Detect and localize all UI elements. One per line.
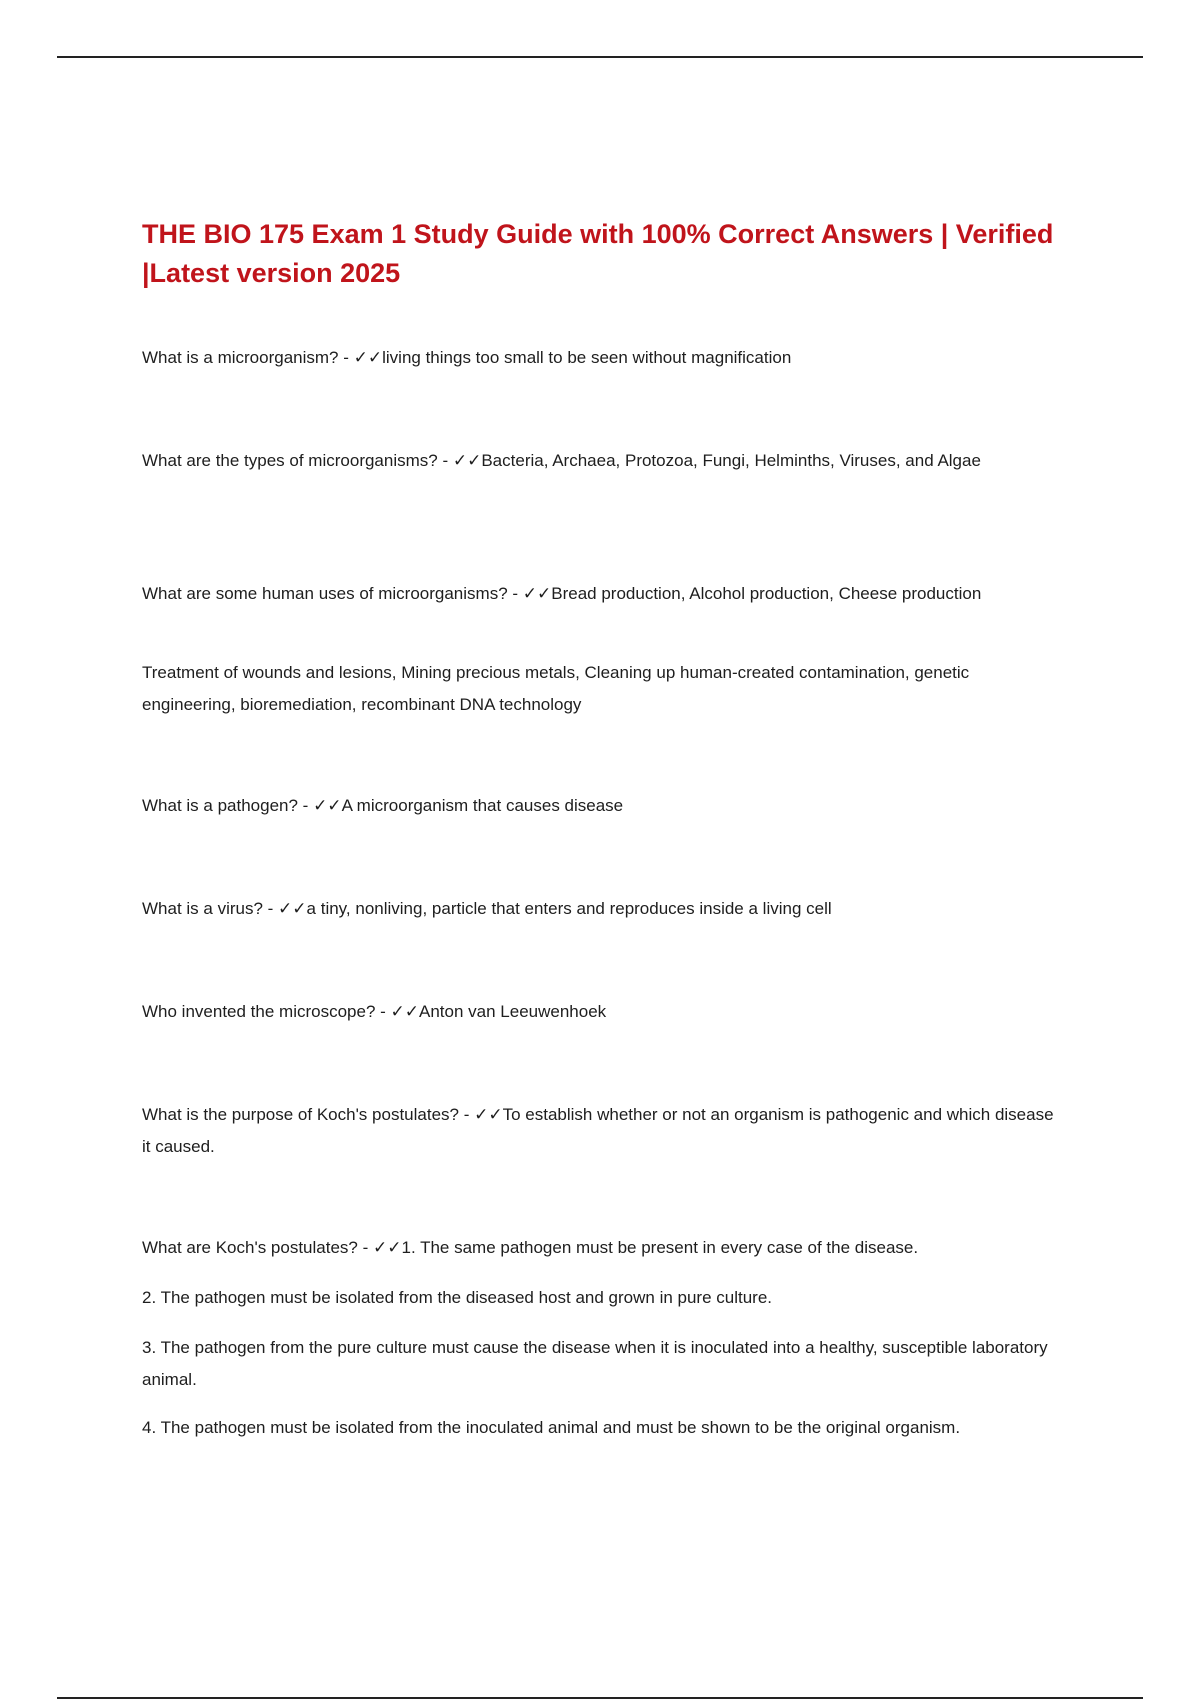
separator: -	[437, 451, 453, 470]
answer-continuation: Treatment of wounds and lesions, Mining precious metals, Cleaning up human-created contamination, genetic engineering, bioremediation, recombinant DNA technology	[142, 663, 970, 714]
question-text: What are Koch's postulates?	[142, 1238, 358, 1257]
qa-item-microorganism	[142, 342, 1062, 374]
postulate-item: 3. The pathogen from the pure culture must cause the disease when it is inoculated into a healthy, susceptible laboratory animal.	[142, 1338, 1048, 1389]
check-icon: ✓✓	[390, 1002, 420, 1021]
bottom-rule	[57, 1697, 1143, 1699]
top-rule	[57, 56, 1143, 58]
answer-text: A microorganism that causes disease	[341, 796, 624, 815]
separator: -	[262, 899, 279, 918]
answer-text: Anton van Leeuwenhoek	[419, 1002, 607, 1021]
check-icon: ✓✓	[353, 348, 383, 367]
separator: -	[338, 348, 354, 367]
separator: -	[297, 796, 314, 815]
answer-text: Bacteria, Archaea, Protozoa, Fungi, Helminths, Viruses, and Algae	[481, 451, 981, 470]
question-text: What is a virus?	[142, 899, 263, 918]
qa-item-koch-purpose	[142, 1099, 1062, 1163]
answer-text: a tiny, nonliving, particle that enters and reproduces inside a living cell	[306, 899, 832, 918]
qa-item-human-uses	[142, 578, 1062, 610]
separator: -	[357, 1238, 373, 1257]
check-icon: ✓✓	[278, 899, 307, 918]
question-text: What is a microorganism?	[142, 348, 339, 367]
question-text: Who invented the microscope?	[142, 1002, 376, 1021]
answer-text: To establish whether or not an organism is pathogenic and which disease it caused.	[142, 1105, 1054, 1156]
question-text: What is a pathogen?	[142, 796, 298, 815]
separator: -	[375, 1002, 391, 1021]
check-icon: ✓✓	[313, 796, 342, 815]
question-text: What are some human uses of microorganisms?	[142, 584, 508, 603]
qa-item-koch-postulates	[142, 1232, 1062, 1264]
qa-item-pathogen	[142, 790, 1062, 822]
check-icon: ✓✓	[372, 1238, 402, 1257]
separator: -	[458, 1105, 475, 1124]
check-icon: ✓✓	[452, 451, 482, 470]
separator: -	[507, 584, 523, 603]
qa-item-microscope	[142, 996, 1062, 1028]
answer-text: living things too small to be seen without magnification	[382, 348, 792, 367]
answer-text: 1. The same pathogen must be present in every case of the disease.	[401, 1238, 919, 1257]
qa-item-virus	[142, 893, 1062, 925]
postulate-item: 4. The pathogen must be isolated from the inoculated animal and must be shown to be the original organism.	[142, 1418, 961, 1437]
question-text: What are the types of microorganisms?	[142, 451, 438, 470]
check-icon: ✓✓	[474, 1105, 503, 1124]
check-icon: ✓✓	[522, 584, 552, 603]
answer-text: Bread production, Alcohol production, Cheese production	[551, 584, 982, 603]
qa-item-types	[142, 445, 1062, 477]
postulate-item: 2. The pathogen must be isolated from the diseased host and grown in pure culture.	[142, 1288, 773, 1307]
document-title: THE BIO 175 Exam 1 Study Guide with 100% Correct Answers | Verified |Latest version 2025	[142, 219, 1054, 288]
question-text: What is the purpose of Koch's postulates?	[142, 1105, 459, 1124]
